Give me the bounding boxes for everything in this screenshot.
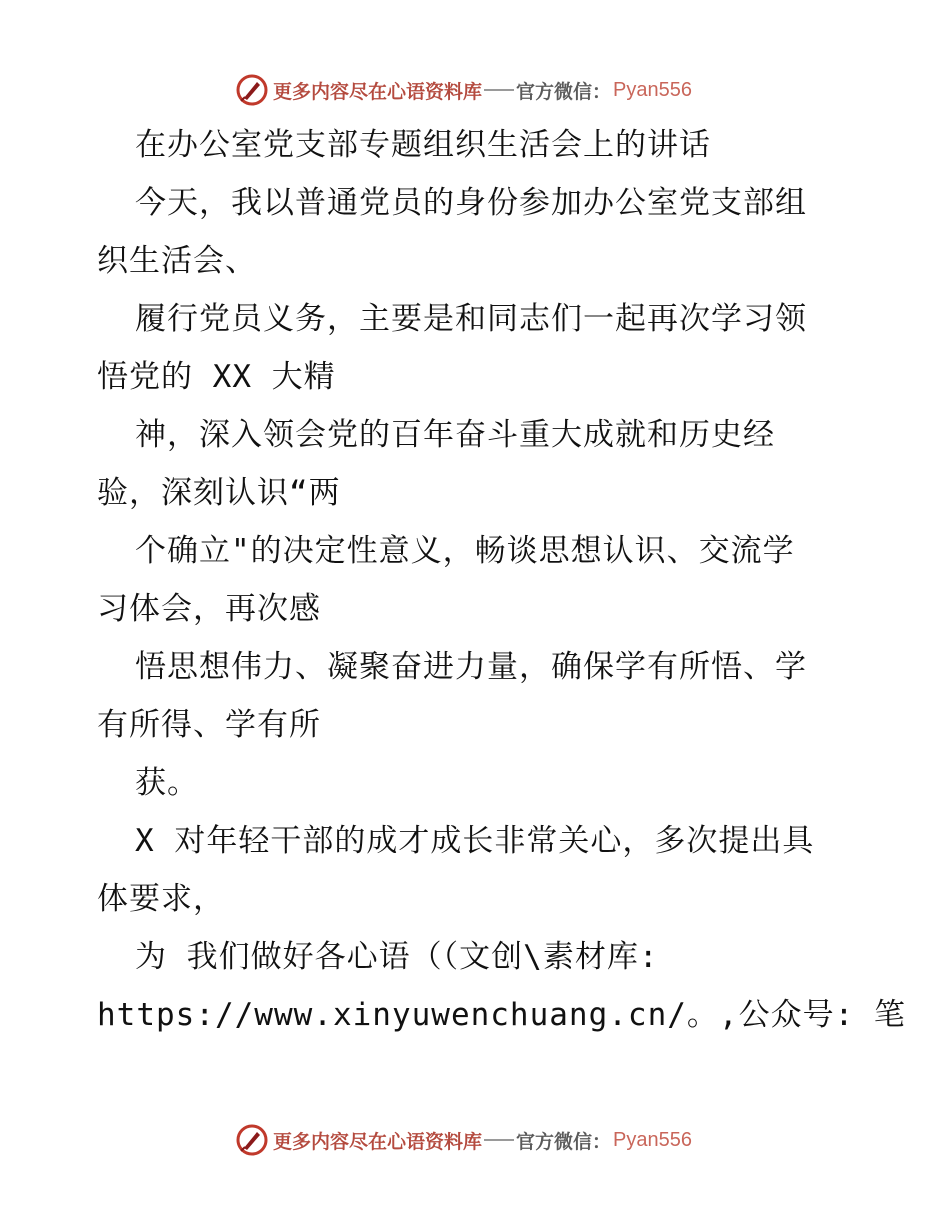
- paragraph-line: 织生活会、: [97, 243, 257, 279]
- header-contact-id: Pyan556: [613, 78, 692, 101]
- paragraph-line: 神，深入领会党的百年奋斗重大成就和历史经: [135, 417, 775, 453]
- paragraph-line: 获。: [135, 765, 199, 801]
- header-banner: [235, 73, 692, 107]
- quill-logo-icon: [235, 1123, 269, 1157]
- quill-logo-icon: [235, 73, 269, 107]
- paragraph-line: 体要求，: [97, 881, 225, 917]
- footer-contact-id: Pyan556: [613, 1128, 692, 1151]
- header-banner-text: 更多内容尽在心语资料库: [273, 80, 483, 103]
- paragraph-line: 履行党员义务，主要是和同志们一起再次学习领: [135, 301, 807, 337]
- document-title: 在办公室党支部专题组织生活会上的讲话: [135, 127, 711, 163]
- paragraph-line: 个确立"的决定性意义，畅谈思想认识、交流学: [135, 533, 795, 569]
- paragraph-line: 习体会，再次感: [97, 591, 321, 627]
- paragraph-line: 今天，我以普通党员的身份参加办公室党支部组: [135, 185, 807, 221]
- paragraph-line: X 对年轻干部的成才成长非常关心，多次提出具: [135, 823, 815, 859]
- paragraph-line: 为 我们做好各心语（（文创\素材库:: [135, 939, 659, 975]
- footer-contact-label: 官方微信：: [516, 1130, 612, 1153]
- paragraph-line: 悟党的 XX 大精: [97, 359, 336, 395]
- paragraph-line: 悟思想伟力、凝聚奋进力量，确保学有所悟、学: [135, 649, 807, 685]
- paragraph-line: 验，深刻认识“两: [97, 475, 341, 511]
- footer-banner-text: 更多内容尽在心语资料库: [273, 1130, 483, 1153]
- footer-banner-dash: [484, 1139, 514, 1141]
- header-contact-label: 官方微信：: [516, 80, 612, 103]
- document-body: [97, 126, 906, 1054]
- paragraph-line: 有所得、学有所: [97, 707, 321, 743]
- paragraph-line: https://www.xinyuwenchuang.cn/。,公众号: 笔: [97, 997, 906, 1033]
- header-banner-dash: [484, 89, 514, 91]
- footer-banner: [235, 1123, 692, 1157]
